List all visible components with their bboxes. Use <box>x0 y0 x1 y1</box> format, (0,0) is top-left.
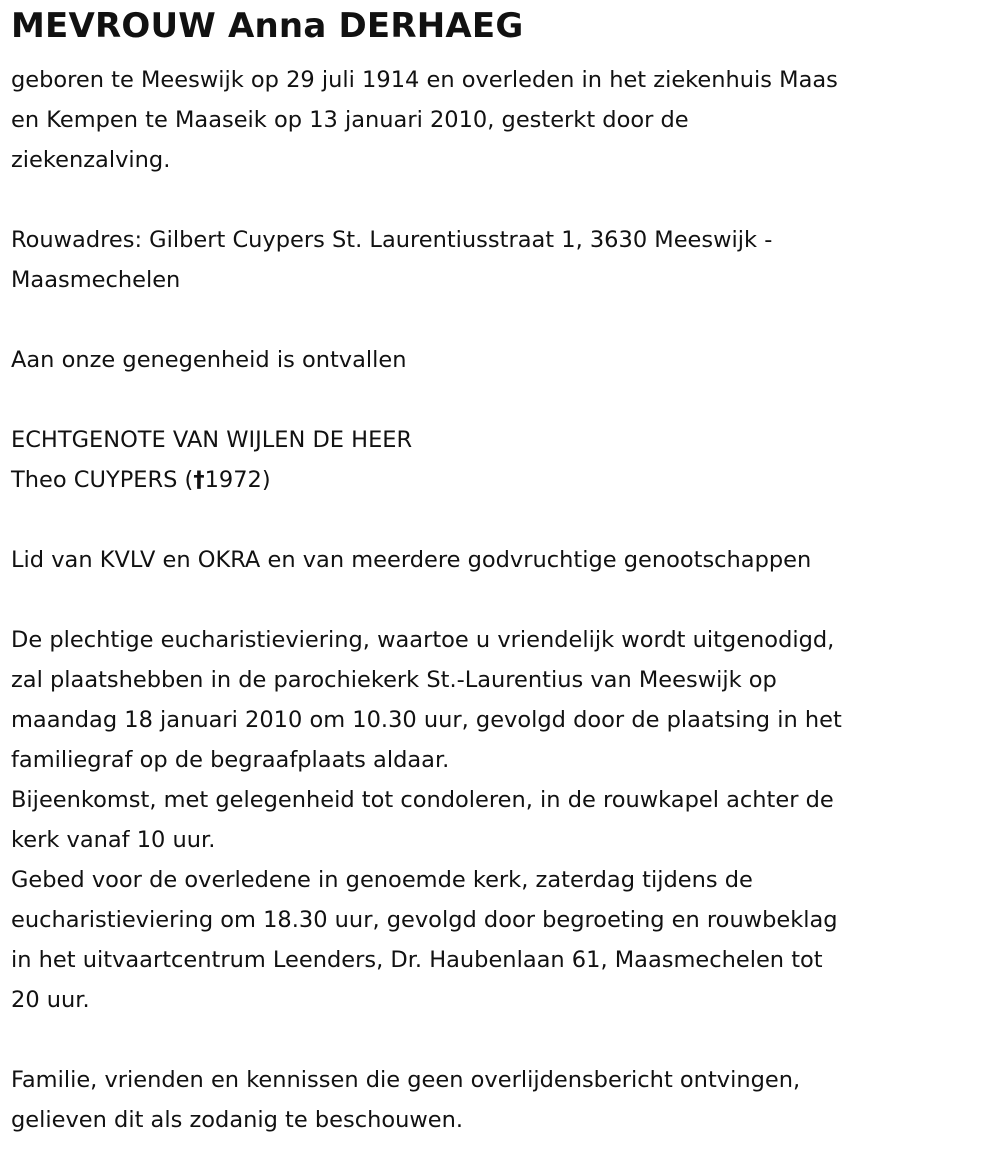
text-line: Lid van KVLV en OKRA en van meerdere godvruchtige genootschappen <box>11 547 812 573</box>
text-line: De plechtige eucharistieviering, waartoe u vriendelijk wordt uitgenodigd, <box>11 627 835 653</box>
text-line: eucharistieviering om 18.30 uur, gevolgd door begroeting en rouwbeklag <box>11 907 838 933</box>
text-line: Gebed voor de overledene in genoemde kerk, zaterdag tijdens de <box>11 867 753 893</box>
spouse-death-year: 1972) <box>204 467 271 493</box>
ceremony-paragraph <box>11 620 991 1020</box>
text-line: 20 uur. <box>11 987 90 1013</box>
text-line: geboren te Meeswijk op 29 juli 1914 en overleden in het ziekenhuis Maas <box>11 67 838 93</box>
text-line: gelieven dit als zodanig te beschouwen. <box>11 1107 464 1133</box>
mourning-address-paragraph <box>11 220 991 300</box>
text-line: Bijeenkomst, met gelegenheid tot condoleren, in de rouwkapel achter de <box>11 787 834 813</box>
text-line: in het uitvaartcentrum Leenders, Dr. Haubenlaan 61, Maasmechelen tot <box>11 947 823 973</box>
cross-icon: † <box>193 467 205 493</box>
text-line: ziekenzalving. <box>11 147 171 173</box>
text-line: familiegraf op de begraafplaats aldaar. <box>11 747 450 773</box>
text-line: Familie, vrienden en kennissen die geen overlijdensbericht ontvingen, <box>11 1067 801 1093</box>
deceased-name-title: MEVROUW Anna DERHAEG <box>11 6 524 46</box>
spouse-heading: ECHTGENOTE VAN WIJLEN DE HEER <box>11 427 413 453</box>
obituary-notice <box>11 4 991 1140</box>
text-line: zal plaatshebben in de parochiekerk St.-Laurentius van Meeswijk op <box>11 667 777 693</box>
text-line: kerk vanaf 10 uur. <box>11 827 216 853</box>
text-line: en Kempen te Maaseik op 13 januari 2010, gesterkt door de <box>11 107 689 133</box>
text-line: Aan onze genegenheid is ontvallen <box>11 347 407 373</box>
text-line: maandag 18 januari 2010 om 10.30 uur, gevolgd door de plaatsing in het <box>11 707 842 733</box>
membership-paragraph <box>11 540 991 580</box>
closing-paragraph <box>11 1060 991 1140</box>
text-line: Rouwadres: Gilbert Cuypers St. Laurentiusstraat 1, 3630 Meeswijk - <box>11 227 773 253</box>
text-line: Maasmechelen <box>11 267 181 293</box>
spouse-name: Theo CUYPERS ( <box>11 467 194 493</box>
birth-death-paragraph <box>11 60 991 180</box>
spouse-name-line <box>11 460 991 500</box>
spouse-paragraph <box>11 420 991 500</box>
lost-statement <box>11 340 991 380</box>
